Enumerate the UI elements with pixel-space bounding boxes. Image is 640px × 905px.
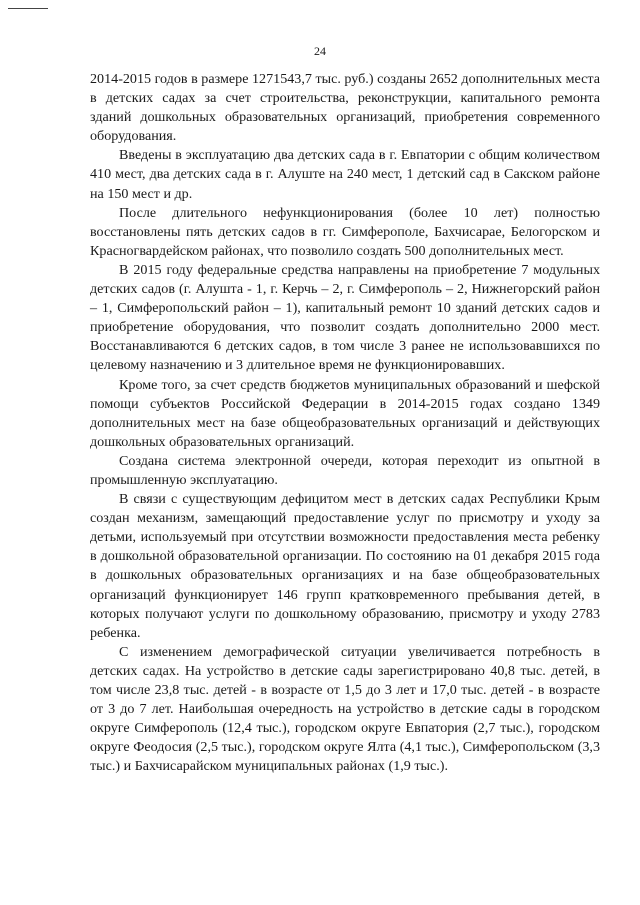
document-body [90,70,600,776]
paragraph-demographic-demand: С изменением демографической ситуации увеличивается потребность в детских садах. На устройство в детские сады зарегистрировано 40,8 тыс. детей, в том числе 23,8 тыс. детей - в возрасте от 1,5 до 3 лет и 17,0 тыс. детей - в возрасте от 3 до 7 лет. Наибольшая очередность на устройство в детские сады в городском округе Симферополь (12,4 тыс.), городском округе Евпатория (2,7 тыс.), городском округе Феодосия (2,5 тыс.), городском округе Ялта (4,1 тыс.), Симферопольском (3,3 тыс.) и Бахчисарайском муниципальных районах (1,9 тыс.). [90,643,600,775]
paragraph-continued: 2014-2015 годов в размере 1271543,7 тыс. руб.) созданы 2652 дополнительных места в детских садах за счет строительства, реконструкции, капитального ремонта зданий дошкольных образовательных организаций, приобретения современного оборудования. [90,71,600,145]
paragraph-short-stay-groups: В связи с существующим дефицитом мест в детских садах Республики Крым создан механизм, замещающий предоставление услуг по присмотру и уходу за детьми, используемый при отсутствии возможности предоставления места ребенку в дошкольной образовательной организации. По состоянию на 01 декабря 2015 года в дошкольных образовательных организациях и на базе общеобразовательных организаций функционирует 146 групп кратковременного пребывания детей, в которых получают услуги по дошкольному образованию, присмотру и уходу 2783 ребенка. [90,491,600,641]
paragraph-evpatoria-alushta: Введены в эксплуатацию два детских сада в г. Евпатории с общим количеством 410 мест, два детских сада в г. Алуште на 240 мест, 1 детский сад в Сакском районе на 150 мест и др. [90,147,600,202]
paragraph-electronic-queue: Создана система электронной очереди, которая переходит из опытной в промышленную эксплуатацию. [90,452,600,488]
paragraph-restored-kindergartens: После длительного нефункционирования (более 10 лет) полностью восстановлены пять детских садов в гг. Симферополе, Бахчисарае, Белогорском и Красногвардейском районах, что позволило создать 500 дополнительных мест. [90,204,600,259]
page-number: 24 [314,44,326,58]
top-rule [8,8,48,9]
paragraph-federal-funds-2015: В 2015 году федеральные средства направлены на приобретение 7 модульных детских садов (г. Алушта - 1, г. Керчь – 2, г. Симферополь – 2, Нижнегорский район – 1, Симферопольский район – 1), капитальный ремонт 10 зданий детских садов и приобретение оборудования, что позволит создать дополнительно 2000 мест. Восстанавливаются 6 детских садов, в том числе 3 ранее не использовавшихся по целевому назначению и 3 длительное время не функционировавших. [90,261,600,374]
paragraph-municipal-budgets: Кроме того, за счет средств бюджетов муниципальных образований и шефской помощи субъектов Российской Федерации в 2014-2015 годах создано 1349 дополнительных мест на базе общеобразовательных организаций и действующих дошкольных образовательных организаций. [90,376,600,450]
